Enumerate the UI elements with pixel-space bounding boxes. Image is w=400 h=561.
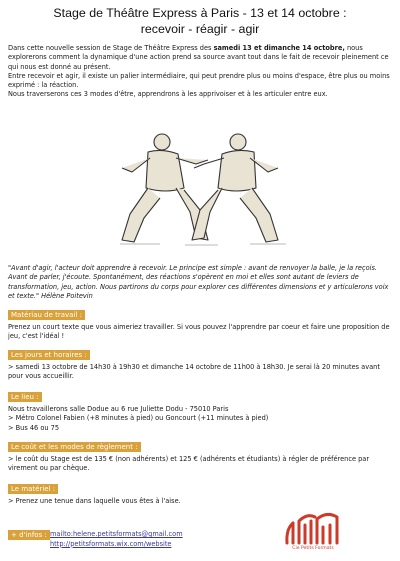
schedule-text: > samedi 13 octobre de 14h30 à 19h30 et dimanche 14 octobre de 11h00 à 18h30. Je serai là 20 minutes avant pour vous accueillir. (8, 363, 380, 381)
cost-text: > le coût du Stage est de 135 € (non adhérents) et 125 € (adhérents et étudiants) à régler de préférence par virement ou par chèque. (8, 455, 370, 473)
title-line-2: recevoir - réagir - agir (140, 22, 260, 36)
gear-text: > Prenez une tenue dans laquelle vous êtes à l'aise. (8, 497, 181, 505)
place-bus-line: > Bus 46 ou 75 (8, 423, 60, 432)
quote-block (8, 264, 390, 301)
place-header: Le lieu : (8, 392, 42, 402)
material-text: Prenez un court texte que vous aimeriez travailler. Si vous pouvez l'apprendre par coeur et faire une proposition de jeu, c'est l'idéal ! (8, 323, 390, 341)
info-links (50, 530, 183, 549)
address-link[interactable]: 6 rue Juliette Dodu - 75010 Paris (121, 405, 229, 413)
logo-caption: Cie Petits Formats (292, 546, 334, 551)
fighters-illustration (100, 128, 300, 251)
gear-header: Le matériel : (8, 484, 58, 494)
cost-header: Le coût et les modes de règlement : (8, 442, 141, 452)
title-line-1: Stage de Théâtre Express à Paris - 13 et 14 octobre : (53, 6, 347, 20)
info-header: + d'infos : (8, 530, 50, 540)
intro-text (8, 44, 390, 100)
place-text (8, 405, 390, 433)
material-header: Matériau de travail : (8, 310, 85, 320)
intro-paragraph-3: Nous traverserons ces 3 modes d'être, apprendrons à les apprivoiser et à les articuler entre eux. (8, 90, 328, 99)
page-title (0, 5, 400, 37)
schedule-header: Les jours et horaires : (8, 350, 90, 360)
email-link[interactable]: mailto:helene.petitsformats@gmail.com (50, 530, 183, 538)
quote-author: Hélène Poitevin (39, 291, 93, 300)
website-link[interactable]: http://petitsformats.wix.com/website (50, 539, 172, 548)
place-metro-line: > Métro Colonel Fabien (+8 minutes à pied) ou Goncourt (+11 minutes à pied) (8, 414, 269, 423)
place-address-line: Nous travaillerons salle Dodue au 6 rue Juliette Dodu - 75010 Paris (8, 405, 229, 413)
quote-text: "Avant d'agir, l'acteur doit apprendre à recevoir. Le principe est simple : avant de renvoyer la balle, je la reçois. Avant de parler, j'écoute. Spontanément, des réactions s'opèrent en moi et elles sont autant de leviers de transformation, jeu, action. Nous partirons du corps pour explorer ces différentes dimensions et y articulerons voix et texte." (8, 264, 389, 300)
intro-paragraph-2: Entre recevoir et agir, il existe un palier intermédiaire, qui peut prendre plus ou moins d'espace, être plus ou moins exprimé : la réaction. (8, 71, 390, 90)
intro-paragraph-1: Dans cette nouvelle session de Stage de Théâtre Express des samedi 13 et dimanche 14 octobre, nous explorerons comment la dynamique d'une action prend sa source avant tout dans le fait de recevoir pleinement ce qui nous est donné au présent. (8, 44, 389, 71)
